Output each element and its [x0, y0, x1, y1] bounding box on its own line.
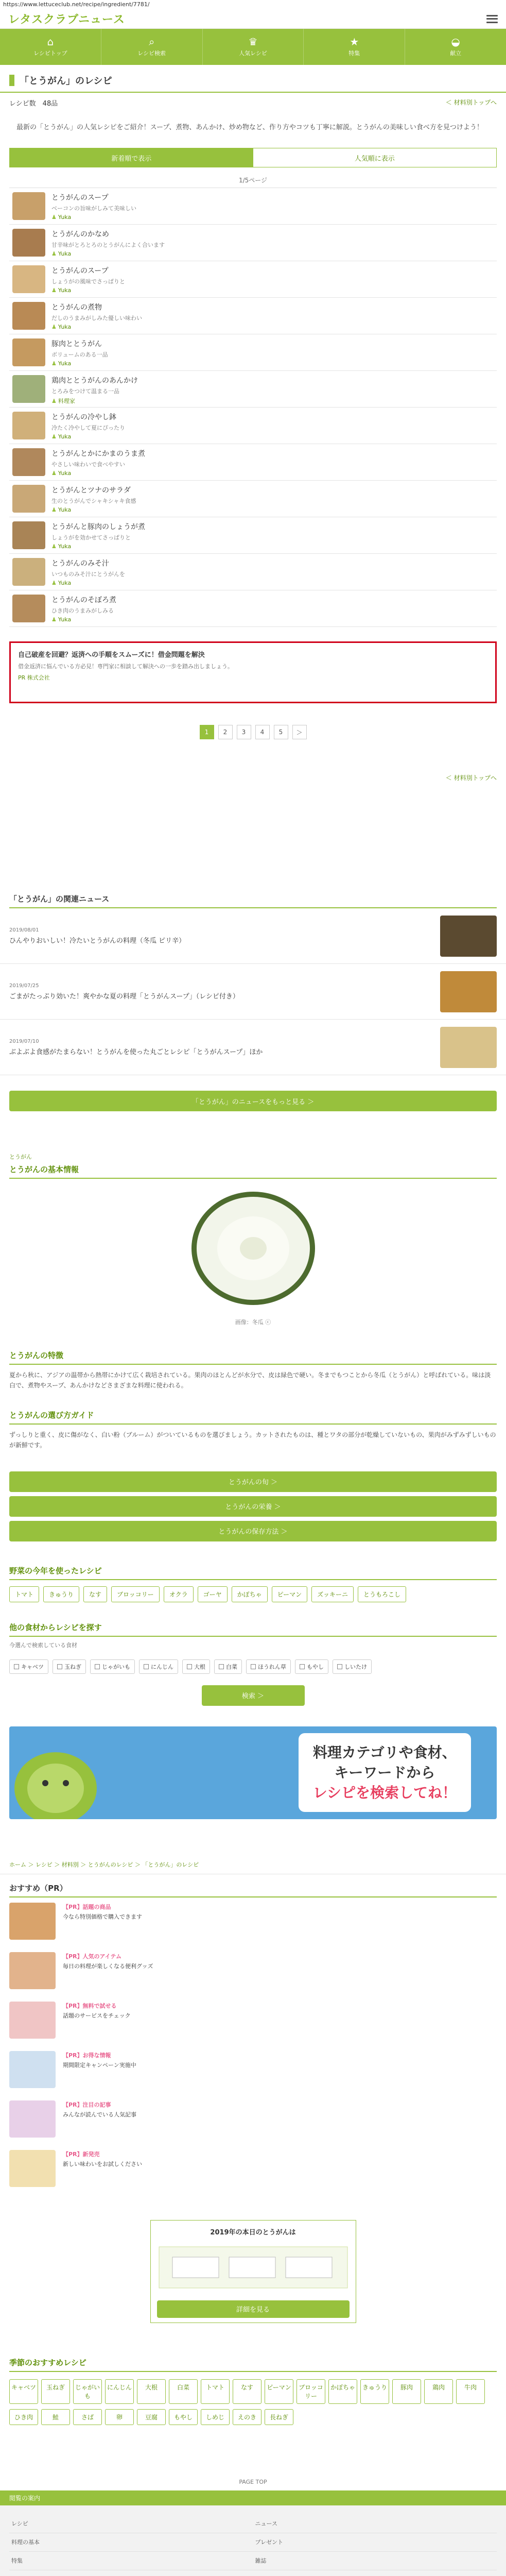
pr-title[interactable]: 【PR】話題の商品 [63, 1903, 111, 1910]
news-item[interactable] [0, 908, 506, 964]
feature-text: 夏から秋に、アジアの温帯から熱帯にかけて広く栽培されている。果肉のほとんどが水分で、皮は緑色で硬い。冬までもつことから冬瓜（とうがん）と呼ばれている。味は淡白で、煮物やスープ、あんかけなどさまざまな料理に使われる。 [9, 1371, 491, 1389]
tag-item[interactable]: トマト [201, 2379, 230, 2404]
ingredient-checkbox[interactable]: しいたけ [333, 1659, 372, 1674]
crown-icon: ♛ [248, 36, 258, 48]
recipe-thumbnail[interactable] [12, 558, 45, 586]
user-icon: ♟ [51, 543, 57, 550]
pager-item[interactable]: 4 [255, 725, 270, 739]
recipe-thumbnail[interactable] [12, 375, 45, 403]
pr-head: おすすめ（PR） [9, 1879, 497, 1897]
star-icon: ★ [350, 36, 359, 48]
tag-item[interactable]: 長ねぎ [265, 2409, 293, 2425]
recipe-list [9, 188, 497, 627]
pr-body [63, 2100, 136, 2119]
ingredient-checkbox[interactable]: キャベツ [9, 1659, 48, 1674]
spacer [0, 782, 506, 890]
news-thumbnail[interactable] [440, 971, 497, 1012]
recipe-body [51, 448, 494, 477]
ingredient-checkbox[interactable]: じゃがいも [90, 1659, 135, 1674]
other-search-button[interactable]: 検索 ＞ [202, 1685, 305, 1706]
tag-item[interactable]: 豆腐 [137, 2409, 166, 2425]
wintermelon-illustration [186, 1187, 320, 1310]
nav-item-search[interactable]: ⌕ レシピ検索 [101, 29, 203, 65]
recipe-title[interactable]: とうがんのそぼろ煮 [51, 596, 116, 605]
pager-item[interactable]: 2 [218, 725, 233, 739]
tag-item[interactable]: しめじ [201, 2409, 230, 2425]
pr-item[interactable] [0, 1947, 506, 1996]
news-thumbnail[interactable] [440, 916, 497, 957]
footer-links [0, 2505, 506, 2576]
pager-item[interactable]: 1 [200, 725, 214, 739]
recipe-title[interactable]: とうがんの煮物 [51, 303, 102, 312]
tag-item[interactable]: ひき肉 [9, 2409, 38, 2425]
page-intro: 最新の「とうがん」の人気レシピをご紹介！スープ、煮物、あんかけ、炒め物など、作り方やコツも丁寧に解説。とうがんの美味しい食べ方を見つけよう！ [16, 124, 483, 131]
other-search-head: 他の食材からレシピを探す [9, 1619, 497, 1637]
recipe-desc: 生のとうがんでシャキシャキ食感 [51, 498, 136, 505]
dish-icon: ◒ [451, 36, 460, 48]
recipe-author[interactable]: ♟ Yuka [51, 470, 72, 477]
pr-body [63, 1903, 142, 1921]
tag-item[interactable]: 鶏肉 [424, 2379, 453, 2404]
pr-thumbnail[interactable] [9, 2051, 56, 2088]
footer-link[interactable]: 特集 [9, 2552, 253, 2570]
footer-link[interactable]: ニュース [253, 2515, 497, 2533]
pr-item[interactable] [0, 2095, 506, 2145]
pr-sub: みんなが読んでいる人気記事 [63, 2111, 136, 2118]
recipe-row[interactable] [9, 334, 497, 371]
recipe-title[interactable]: 鶏肉ととうがんのあんかけ [51, 377, 138, 385]
pr-item[interactable] [0, 2046, 506, 2095]
recipe-thumbnail[interactable] [12, 229, 45, 257]
pr-title[interactable]: 【PR】注目の記事 [63, 2101, 111, 2108]
page-info: 1/5ページ [238, 177, 268, 184]
tag-item[interactable]: ズッキーニ [311, 1586, 354, 1602]
user-icon: ♟ [51, 398, 57, 405]
recipe-author[interactable]: ♟ Yuka [51, 250, 72, 258]
news-head: 「とうがん」の関連ニュース [9, 890, 497, 908]
search-banner[interactable] [9, 1726, 497, 1819]
nav-item-popular[interactable]: ♛ 人気レシピ [203, 29, 304, 65]
sort-new-tab[interactable]: 新着順で表示 [10, 148, 253, 167]
tag-item[interactable]: なす [83, 1586, 107, 1602]
recipe-title[interactable]: とうがんのスープ [51, 194, 109, 202]
pager-item[interactable]: 5 [274, 725, 288, 739]
recipe-desc: ボリュームのある一品 [51, 351, 108, 359]
ad-box[interactable] [9, 641, 497, 703]
checkbox-icon [300, 1664, 305, 1669]
tag-item[interactable]: じゃがいも [73, 2379, 102, 2404]
recipe-count: レシピ数 48品 [9, 100, 58, 108]
user-icon: ♟ [51, 433, 57, 440]
recipe-thumbnail[interactable] [12, 448, 45, 476]
tag-item[interactable]: 白菜 [169, 2379, 198, 2404]
tag-item[interactable]: キャベツ [9, 2379, 38, 2404]
tag-item[interactable]: かぼちゃ [328, 2379, 357, 2404]
tag-item[interactable]: オクラ [164, 1586, 194, 1602]
recipe-desc: 冷たく冷やして夏にぴったり [51, 425, 125, 432]
seasonal-head: 野菜の今年を使ったレシピ [9, 1562, 497, 1580]
user-icon: ♟ [51, 360, 57, 367]
recipe-author[interactable]: ♟ 料理家 [51, 398, 75, 405]
nav-item-feature[interactable]: ★ 特集 [304, 29, 405, 65]
tag-item[interactable]: えのき [233, 2409, 261, 2425]
recipe-title[interactable]: とうがんと豚肉のしょうが煮 [51, 523, 145, 532]
user-icon: ♟ [51, 214, 57, 221]
footer-section-head: 閲覧の案内 [0, 2490, 506, 2505]
user-icon: ♟ [51, 470, 57, 477]
browser-url: https://www.lettuceclub.net/recipe/ingredient/7781/ [0, 0, 506, 9]
user-icon: ♟ [51, 287, 57, 294]
pr-thumbnail[interactable] [9, 2150, 56, 2187]
pr-item[interactable] [0, 2145, 506, 2194]
recipe-desc: 甘辛味がとろとろのとうがんによく合います [51, 242, 165, 249]
pr-body [63, 2150, 142, 2168]
recipe-body [51, 192, 494, 221]
widget-graphic [157, 2242, 350, 2293]
ingredient-checkbox[interactable]: 玉ねぎ [53, 1659, 86, 1674]
recipe-desc: しょうがを効かせてさっぱりと [51, 534, 131, 541]
pr-item[interactable] [0, 1897, 506, 1947]
page-title-bar [0, 69, 506, 93]
recipe-author[interactable]: ♟ Yuka [51, 543, 72, 550]
tag-item[interactable]: ゴーヤ [198, 1586, 228, 1602]
ad-title[interactable]: 自己破産を回避？返済への手順をスムーズに！借金問題を解決 [18, 651, 205, 659]
pr-body [63, 2002, 131, 2020]
widget-title: 2019年の本日のとうがんは [210, 2228, 296, 2236]
footer-link[interactable] [9, 2570, 253, 2576]
site-header [0, 9, 506, 29]
checkbox-icon [251, 1664, 256, 1669]
recipe-desc: だしのうまみがしみた優しい味わい [51, 315, 142, 322]
pr-title[interactable]: 【PR】お得な情報 [63, 2052, 111, 2059]
news-body [9, 1039, 263, 1056]
checkbox-icon [57, 1664, 62, 1669]
back-top-link[interactable]: ＜ 材料別トップへ [445, 99, 497, 106]
site-logo[interactable]: レタスクラブニュース [8, 13, 125, 26]
tag-item[interactable]: なす [233, 2379, 261, 2404]
ingredient-checkbox[interactable]: もやし [295, 1659, 328, 1674]
pr-list [0, 1897, 506, 2194]
news-item[interactable] [0, 964, 506, 1020]
page-title: 「とうがん」のレシピ [20, 76, 112, 87]
recipe-author[interactable]: ♟ Yuka [51, 616, 72, 623]
tag-item[interactable]: ブロッコリー [296, 2379, 325, 2404]
guide-nutrition-button[interactable]: とうがんの栄養 ＞ [9, 1496, 497, 1517]
sort-popular-tab[interactable]: 人気順に表示 [253, 148, 497, 167]
tag-item[interactable]: きゅうり [43, 1586, 79, 1602]
recipe-body [51, 338, 494, 367]
news-title[interactable]: ぶよぶよ食感がたまらない！とうがんを使った丸ごとレシピ「とうがんスープ」ほか [9, 1048, 263, 1056]
guide-season-button[interactable]: とうがんの旬 ＞ [9, 1471, 497, 1492]
mascot-icon [9, 1726, 112, 1819]
pr-sub: 期間限定キャンペーン実施中 [63, 2061, 136, 2069]
news-body [9, 983, 239, 1001]
ingredient-checkbox[interactable]: ほうれん草 [246, 1659, 291, 1674]
pr-item[interactable] [0, 1996, 506, 2046]
tag-item[interactable]: とうもろこし [358, 1586, 406, 1602]
recipe-thumbnail[interactable] [12, 595, 45, 622]
recipe-row[interactable] [9, 298, 497, 334]
recipe-title[interactable]: とうがんのみそ汁 [51, 560, 109, 568]
title-marker-icon [9, 75, 14, 86]
recipe-desc: やさしい味わいで食べやすい [51, 461, 125, 468]
recipe-thumbnail[interactable] [12, 265, 45, 293]
main-nav [0, 29, 506, 65]
user-icon: ♟ [51, 506, 57, 514]
news-title[interactable]: ごまがたっぷり効いた！爽やかな夏の料理「とうがんスープ」（レシピ付き） [9, 992, 239, 1001]
recipe-title[interactable]: 豚肉ととうがん [51, 340, 102, 349]
calendar-widget[interactable] [150, 2220, 356, 2323]
pager [0, 718, 506, 747]
tag-item[interactable]: 卵 [105, 2409, 134, 2425]
tag-item[interactable]: 大根 [137, 2379, 166, 2404]
recipe-row[interactable] [9, 225, 497, 261]
tag-item[interactable]: ピーマン [265, 2379, 293, 2404]
pr-thumbnail[interactable] [9, 1952, 56, 1989]
choose-text: ずっしりと重く、皮に傷がなく、白い粉（ブルーム）がついているものを選びましょう。カットされたものは、種とワタの部分が乾燥していないもの、果肉がみずみずしいものが新鮮です。 [9, 1431, 496, 1449]
recipe-body [51, 375, 494, 405]
menu-icon[interactable] [486, 15, 498, 23]
pager-item[interactable]: ＞ [292, 725, 307, 739]
footer-link[interactable]: レシピ [9, 2515, 253, 2533]
tag-item[interactable]: さば [73, 2409, 102, 2425]
recipe-body [51, 595, 494, 623]
guide-caption: 画像：冬瓜 ⓒ [235, 1319, 271, 1326]
pr-sub: 今なら特別価格で購入できます [63, 1913, 142, 1920]
sort-tabs [9, 148, 497, 167]
recipe-body [51, 302, 494, 330]
pagetop-link[interactable]: PAGE TOP [239, 2478, 267, 2485]
widget-button[interactable]: 詳細を見る [157, 2300, 350, 2318]
recipe-desc: しょうがの風味でさっぱりと [51, 278, 125, 285]
news-body [9, 927, 185, 945]
footer-link[interactable] [253, 2570, 497, 2576]
recipe-row[interactable] [9, 590, 497, 627]
ad-text: 借金返済に悩んでいる方必見！専門家に相談して解決への一歩を踏み出しましょう。 [18, 663, 233, 670]
recipe-author[interactable]: ♟ Yuka [51, 360, 72, 367]
ad-meta: PR 株式会社 [18, 674, 50, 681]
tag-item[interactable]: もやし [169, 2409, 198, 2425]
recipe-body [51, 229, 494, 257]
tag-item[interactable]: ピーマン [272, 1586, 308, 1602]
news-date: 2019/07/10 [9, 1038, 39, 1044]
pr-body [63, 2051, 136, 2069]
breadcrumb[interactable]: ホーム ＞ レシピ ＞ 材料別 ＞ とうがんのレシピ ＞ 「とうがん」のレシピ [0, 1855, 506, 1874]
recipe-body [51, 521, 494, 550]
recipe-body [51, 558, 494, 586]
pr-title[interactable]: 【PR】新発売 [63, 2150, 100, 2158]
recommend-head: 季節のおすすめレシピ [9, 2354, 497, 2372]
recipe-thumbnail[interactable] [12, 302, 45, 330]
pr-sub: 毎日の料理が楽しくなる便利グッズ [63, 1962, 153, 1970]
recipe-thumbnail[interactable] [12, 412, 45, 439]
user-icon: ♟ [51, 616, 57, 623]
footer-link[interactable]: プレゼント [253, 2533, 497, 2552]
recipe-author[interactable]: ♟ Yuka [51, 433, 72, 440]
search-icon: ⌕ [149, 36, 155, 48]
recipe-row[interactable] [9, 261, 497, 298]
tag-item[interactable]: にんじん [105, 2379, 134, 2404]
other-search-options [0, 1653, 506, 1680]
guide-hero [0, 1179, 506, 1318]
recipe-title[interactable]: とうがんのかなめ [51, 230, 109, 239]
pr-title[interactable]: 【PR】人気のアイテム [63, 1953, 121, 1960]
tag-item[interactable]: 牛肉 [456, 2379, 485, 2404]
feature-head: とうがんの特徴 [9, 1347, 497, 1365]
pr-thumbnail[interactable] [9, 1903, 56, 1940]
banner-text: 料理カテゴリや食材、 キーワードから レシピを検索してね！ [299, 1733, 471, 1812]
news-date: 2019/08/01 [9, 927, 39, 933]
checkbox-icon [219, 1664, 224, 1669]
recipe-title[interactable]: とうがんとツナのサラダ [51, 486, 131, 495]
guide-label: とうがん [9, 1154, 32, 1161]
recipe-title[interactable]: とうがんとかにかまのうま煮 [51, 450, 145, 459]
news-more-button[interactable]: 「とうがん」のニュースをもっと見る ＞ [9, 1091, 497, 1111]
recipe-author[interactable]: ♟ Yuka [51, 506, 72, 514]
tag-item[interactable]: 玉ねぎ [41, 2379, 70, 2404]
user-icon: ♟ [51, 324, 57, 331]
user-icon: ♟ [51, 250, 57, 258]
tag-item[interactable]: トマト [9, 1586, 39, 1602]
recipe-body [51, 485, 494, 513]
recipe-row[interactable] [9, 481, 497, 517]
pr-sub: 話題のサービスをチェック [63, 2012, 131, 2019]
recipe-thumbnail[interactable] [12, 485, 45, 513]
recipe-row[interactable] [9, 188, 497, 225]
back-link[interactable]: ＜ 材料別トップへ [445, 774, 497, 782]
ingredient-checkbox[interactable]: にんじん [139, 1659, 178, 1674]
recipe-body [51, 265, 494, 294]
checkbox-icon [337, 1664, 342, 1669]
tag-item[interactable]: 豚肉 [392, 2379, 421, 2404]
footer-link[interactable]: 料理の基本 [9, 2533, 253, 2552]
checkbox-icon [95, 1664, 100, 1669]
choose-head: とうがんの選び方ガイド [9, 1406, 497, 1425]
news-thumbnail[interactable] [440, 1027, 497, 1068]
tag-item[interactable]: きゅうり [360, 2379, 389, 2404]
checkbox-icon [144, 1664, 149, 1669]
checkbox-icon [187, 1664, 192, 1669]
pr-sub: 新しい味わいをお試しください [63, 2160, 142, 2167]
recipe-title[interactable]: とうがんのスープ [51, 267, 109, 276]
pr-body [63, 1952, 153, 1970]
recipe-row[interactable] [9, 444, 497, 481]
recipe-thumbnail[interactable] [12, 192, 45, 220]
recipe-thumbnail[interactable] [12, 338, 45, 366]
recipe-author[interactable]: ♟ Yuka [51, 287, 72, 294]
pr-thumbnail[interactable] [9, 2100, 56, 2138]
news-list [0, 908, 506, 1075]
recipe-desc: とろみをつけて温まる一品 [51, 388, 119, 395]
tag-item[interactable]: 鮭 [41, 2409, 70, 2425]
news-date: 2019/07/25 [9, 982, 39, 989]
tag-item[interactable]: ブロッコリー [111, 1586, 160, 1602]
footer-link[interactable]: 雑誌 [253, 2552, 497, 2570]
recipe-author[interactable]: ♟ Yuka [51, 214, 72, 221]
recipe-desc: ひき肉のうまみがしみる [51, 607, 114, 615]
recipe-author[interactable]: ♟ Yuka [51, 324, 72, 331]
pr-title[interactable]: 【PR】無料で試せる [63, 2002, 117, 2009]
recipe-thumbnail[interactable] [12, 521, 45, 549]
seasonal-tags [0, 1580, 506, 1608]
other-search-sub: 今選んで検索している食材 [9, 1641, 77, 1649]
guide-head: とうがんの基本情報 [9, 1161, 497, 1179]
tag-item[interactable]: かぼちゃ [232, 1586, 268, 1602]
nav-item-menu[interactable]: ◒ 献立 [450, 36, 462, 57]
recipe-row[interactable] [9, 517, 497, 554]
news-item[interactable] [0, 1020, 506, 1075]
recipe-row[interactable] [9, 554, 497, 590]
checkbox-icon [14, 1664, 19, 1669]
user-icon: ♟ [51, 580, 57, 587]
recipe-author[interactable]: ♟ Yuka [51, 580, 72, 587]
ingredient-checkbox[interactable]: 白菜 [214, 1659, 242, 1674]
home-icon: ⌂ [47, 36, 54, 48]
recipe-body [51, 412, 494, 440]
recipe-desc: ベーコンの旨味がしみて美味しい [51, 205, 136, 212]
count-row [0, 93, 506, 113]
news-title[interactable]: ひんやりおいしい！冷たいとうがんの料理（冬瓜 ピリ辛） [9, 937, 186, 945]
recommend-tags [0, 2372, 506, 2432]
pager-item[interactable]: 3 [237, 725, 251, 739]
nav-item-recipe-top[interactable]: ⌂ レシピトップ [0, 29, 101, 65]
pr-thumbnail[interactable] [9, 2002, 56, 2039]
recipe-row[interactable] [9, 408, 497, 444]
recipe-desc: いつものみそ汁にとうがんを [51, 571, 125, 578]
ingredient-checkbox[interactable]: 大根 [182, 1659, 210, 1674]
guide-storage-button[interactable]: とうがんの保存方法 ＞ [9, 1521, 497, 1541]
recipe-row[interactable] [9, 371, 497, 408]
recipe-title[interactable]: とうがんの冷やし鉢 [51, 413, 116, 422]
